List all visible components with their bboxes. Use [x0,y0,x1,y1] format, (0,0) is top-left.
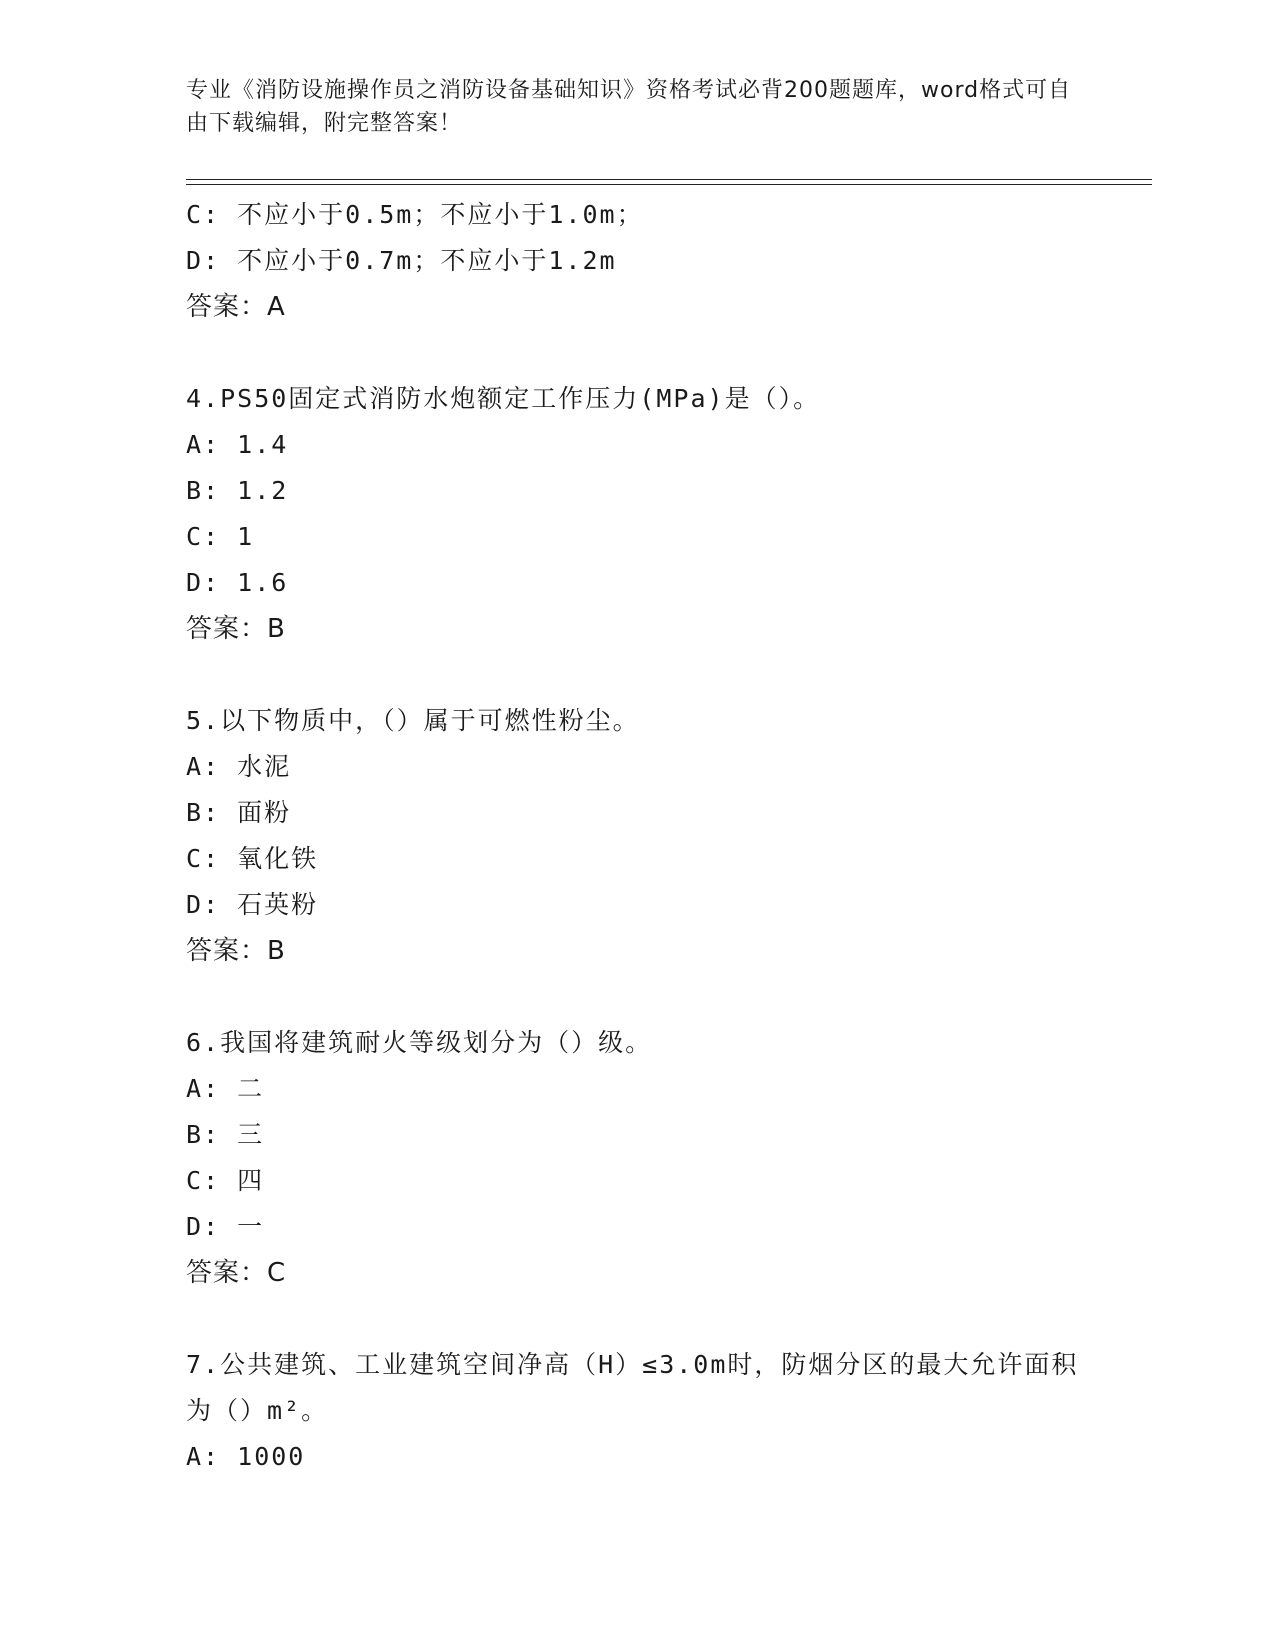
option-a: A: 二 [186,1074,265,1103]
question-4 [186,376,1086,652]
option-a: A: 水泥 [186,752,292,781]
question-text: 6.我国将建筑耐火等级划分为（）级。 [186,1028,653,1057]
spacer [186,330,1086,376]
question-text: 7.公共建筑、工业建筑空间净高（H）≤3.0m时，防烟分区的最大允许面积为（）m²。 [186,1350,1079,1425]
option-b: B: 面粉 [186,798,292,827]
option-c: C: 四 [186,1166,265,1195]
option-a: A: 1000 [186,1442,306,1471]
question-3-partial [186,192,1086,330]
option-a: A: 1.4 [186,430,289,459]
spacer [186,1296,1086,1342]
document-header: 专业《消防设施操作员之消防设备基础知识》资格考试必背200题题库，word格式可自由下载编辑，附完整答案！ [186,78,1072,136]
question-text: 4.PS50固定式消防水炮额定工作压力(MPa)是（）。 [186,384,821,413]
header-divider-top [186,179,1152,180]
option-b: B: 三 [186,1120,265,1149]
answer-label: 答案：C [186,1258,287,1288]
answer-label: 答案：B [186,614,286,644]
option-d: D: 石英粉 [186,890,319,919]
question-7 [186,1342,1086,1480]
option-d: D: 不应小于0.7m；不应小于1.2m [186,246,617,275]
option-b: B: 1.2 [186,476,289,505]
spacer [186,652,1086,698]
option-c: C: 氧化铁 [186,844,319,873]
spacer [186,974,1086,1020]
question-text: 5.以下物质中，（）属于可燃性粉尘。 [186,706,640,735]
answer-label: 答案：A [186,292,286,322]
answer-label: 答案：B [186,936,286,966]
question-list [186,192,1086,1480]
header-divider-bottom [186,184,1152,185]
option-d: D: 1.6 [186,568,289,597]
question-6 [186,1020,1086,1296]
option-c: C: 1 [186,522,255,551]
question-5 [186,698,1086,974]
option-d: D: 一 [186,1212,265,1241]
option-c: C: 不应小于0.5m；不应小于1.0m； [186,200,644,229]
